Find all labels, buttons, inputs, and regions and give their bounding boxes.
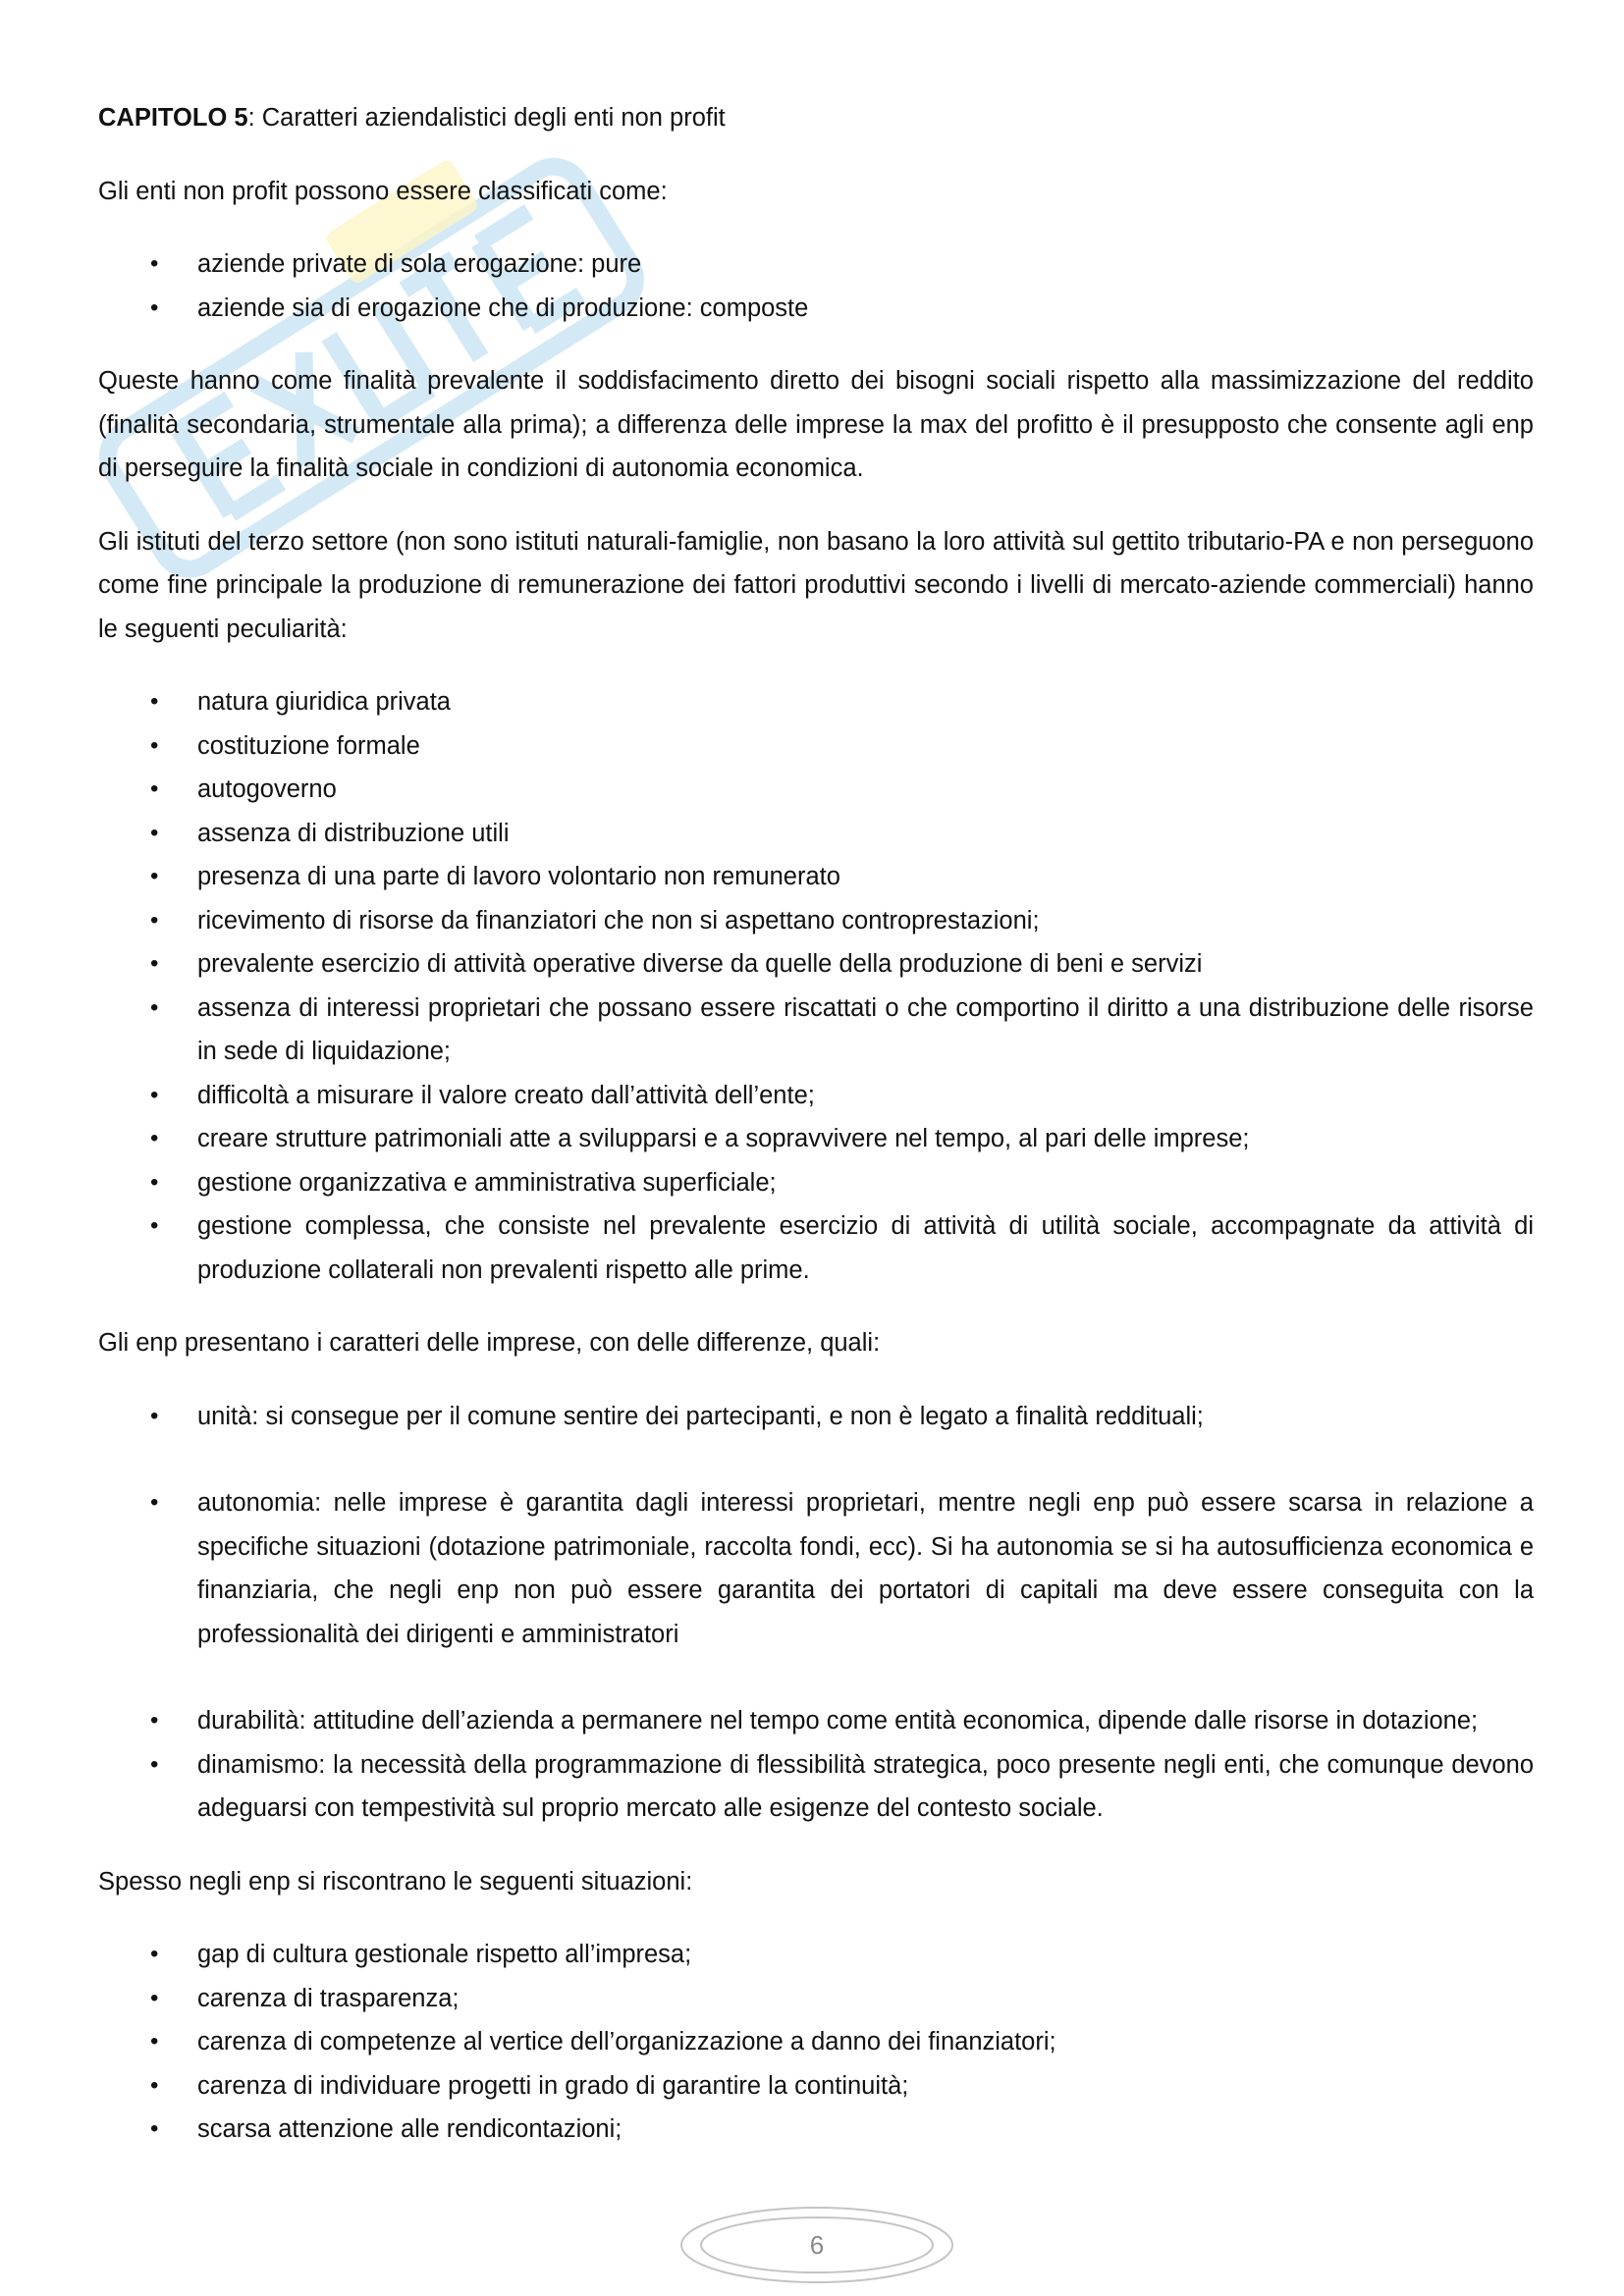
list-item: • gap di cultura gestionale rispetto all’impresa; [98,1933,1534,1977]
list-item: • creare strutture patrimoniali atte a svilupparsi e a sopravvivere nel tempo, al pari delle imprese; [98,1117,1534,1161]
peculiarita-list [98,680,1534,1292]
list-item: • difficoltà a misurare il valore creato dall’attività dell’ente; [98,1074,1534,1118]
list-item: • autonomia: nelle imprese è garantita dagli interessi proprietari, mentre negli enp può essere scarsa in relazione a specifiche situazioni (dotazione patrimoniale, raccolta fondi, ecc). Si ha autonomia se si ha autosufficienza economica e finanziaria, che negli enp non può essere garantita dei portatori di capitali ma deve essere conseguita con la professionalità dei dirigenti e amministratori [98,1481,1534,1656]
chapter-number: CAPITOLO 5 [98,104,248,132]
list-item: • prevalente esercizio di attività operative diverse da quelle della produzione di beni e servizi [98,942,1534,987]
caratteri-list [98,1395,1534,1831]
chapter-title-text: : Caratteri aziendalistici degli enti non profit [247,104,726,132]
list-item: • ricevimento di risorse da finanziatori che non si aspettano controprestazioni; [98,899,1534,943]
list-item: • natura giuridica privata [98,680,1534,724]
chapter-title [98,96,1534,140]
istituti-paragraph: Gli istituti del terzo settore (non sono istituti naturali-famiglie, non basano la loro attività sul gettito tributario-PA e non perseguono come fine principale la produzione di remunerazione dei fattori produttivi secondo i livelli di mercato-aziende commerciali) hanno le seguenti peculiarità: [98,527,1534,643]
finalita-paragraph: Queste hanno come finalità prevalente il soddisfacimento diretto dei bisogni sociali rispetto alla massimizzazione del reddito (finalità secondaria, strumentale alla prima); a differenza delle imprese la max del profitto è il presupposto che consente agli enp di perseguire la finalità sociale in condizioni di autonomia economica. [98,367,1534,482]
list-item: • aziende sia di erogazione che di produzione: composte [98,287,1534,331]
list-item: • durabilità: attitudine dell’azienda a permanere nel tempo come entità economica, dipende dalle risorse in dotazione; [98,1699,1534,1743]
list-item: • gestione complessa, che consiste nel prevalente esercizio di attività di utilità sociale, accompagnate da attività di produzione collaterali non prevalenti rispetto alle prime. [98,1204,1534,1292]
list-item: • dinamismo: la necessità della programmazione di flessibilità strategica, poco presente negli enti, che comunque devono adeguarsi con tempestività sul proprio mercato alle esigenze del contesto sociale. [98,1743,1534,1831]
list-item: • costituzione formale [98,724,1534,769]
list-item: • assenza di interessi proprietari che possano essere riscattati o che comportino il diritto a una distribuzione delle risorse in sede di liquidazione; [98,987,1534,1074]
list-item: • carenza di trasparenza; [98,1977,1534,2021]
page-number: 6 [809,2230,825,2260]
list-item: • carenza di competenze al vertice dell’organizzazione a danno dei finanziatori; [98,2020,1534,2064]
list-item: • gestione organizzativa e amministrativa superficiale; [98,1161,1534,1205]
classification-list [98,242,1534,330]
caratteri-paragraph: Gli enp presentano i caratteri delle imprese, con delle differenze, quali: [98,1329,881,1357]
intro-paragraph: Gli enti non profit possono essere classificati come: [98,177,668,205]
situazioni-list [98,1933,1534,2152]
list-item: • carenza di individuare progetti in grado di garantire la continuità; [98,2064,1534,2109]
document-page [98,96,1534,2181]
list-item: • aziende private di sola erogazione: pure [98,242,1534,287]
situazioni-paragraph: Spesso negli enp si riscontrano le seguenti situazioni: [98,1867,693,1896]
list-item: • assenza di distribuzione utili [98,812,1534,856]
list-item: • autogoverno [98,768,1534,812]
list-item: • unità: si consegue per il comune sentire dei partecipanti, e non è legato a finalità reddituali; [98,1395,1534,1439]
list-item: • scarsa attenzione alle rendicontazioni; [98,2108,1534,2152]
list-item: • presenza di una parte di lavoro volontario non remunerato [98,855,1534,899]
page-number-badge [677,2204,956,2286]
